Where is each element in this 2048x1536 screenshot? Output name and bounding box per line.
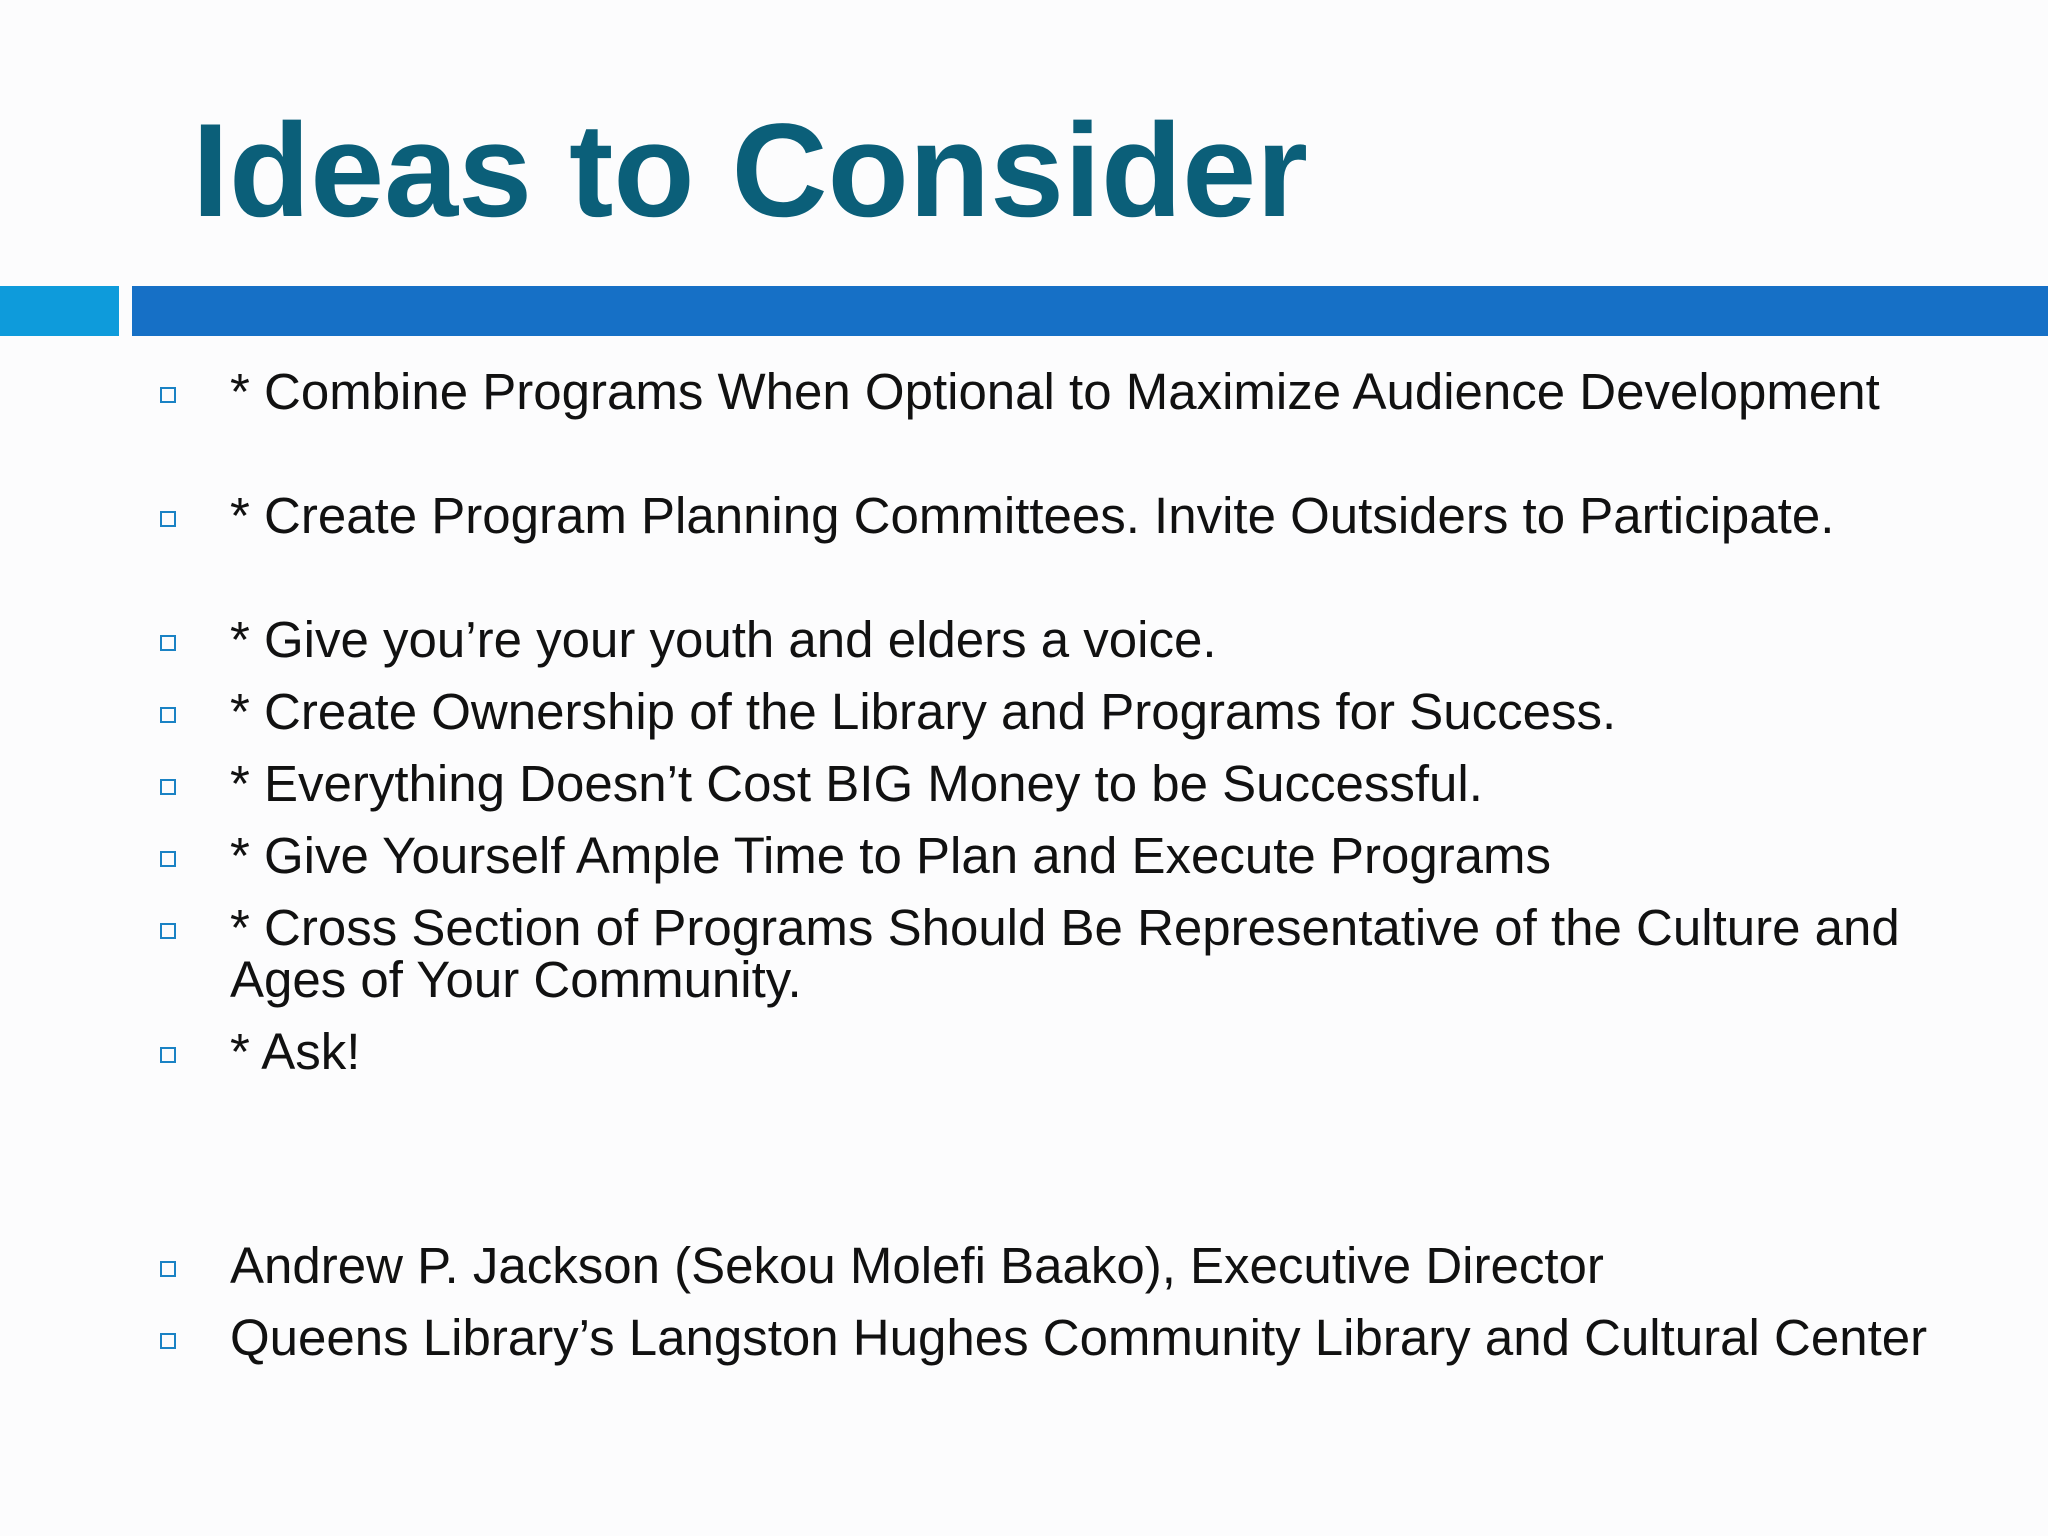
bullet-text: * Everything Doesn’t Cost BIG Money to be Successful. bbox=[230, 755, 1483, 812]
slide-title: Ideas to Consider bbox=[192, 97, 1308, 245]
bullet-text: * Combine Programs When Optional to Maximize Audience Development bbox=[230, 363, 1880, 420]
hollow-square-icon bbox=[160, 1261, 176, 1277]
hollow-square-icon bbox=[160, 511, 176, 527]
hollow-square-icon bbox=[160, 779, 176, 795]
bullet-text: * Ask! bbox=[230, 1023, 361, 1080]
hollow-square-icon bbox=[160, 707, 176, 723]
hollow-square-icon bbox=[160, 635, 176, 651]
bullet-text: * Create Program Planning Committees. Invite Outsiders to Participate. bbox=[230, 487, 1835, 544]
bullet-text: * Give you’re your youth and elders a voice. bbox=[230, 611, 1217, 668]
hollow-square-icon bbox=[160, 851, 176, 867]
bullet-text: * Cross Section of Programs Should Be Representative of the Culture and Ages of Your Community. bbox=[230, 899, 1900, 1008]
hollow-square-icon bbox=[160, 1333, 176, 1349]
hollow-square-icon bbox=[160, 1047, 176, 1063]
bullet-text: * Create Ownership of the Library and Programs for Success. bbox=[230, 683, 1617, 740]
hollow-square-icon bbox=[160, 923, 176, 939]
bullet-text: Queens Library’s Langston Hughes Community Library and Cultural Center bbox=[230, 1309, 1928, 1366]
bullet-text: * Give Yourself Ample Time to Plan and Execute Programs bbox=[230, 827, 1552, 884]
hollow-square-icon bbox=[160, 387, 176, 403]
bullet-text: Andrew P. Jackson (Sekou Molefi Baako), Executive Director bbox=[230, 1237, 1604, 1294]
